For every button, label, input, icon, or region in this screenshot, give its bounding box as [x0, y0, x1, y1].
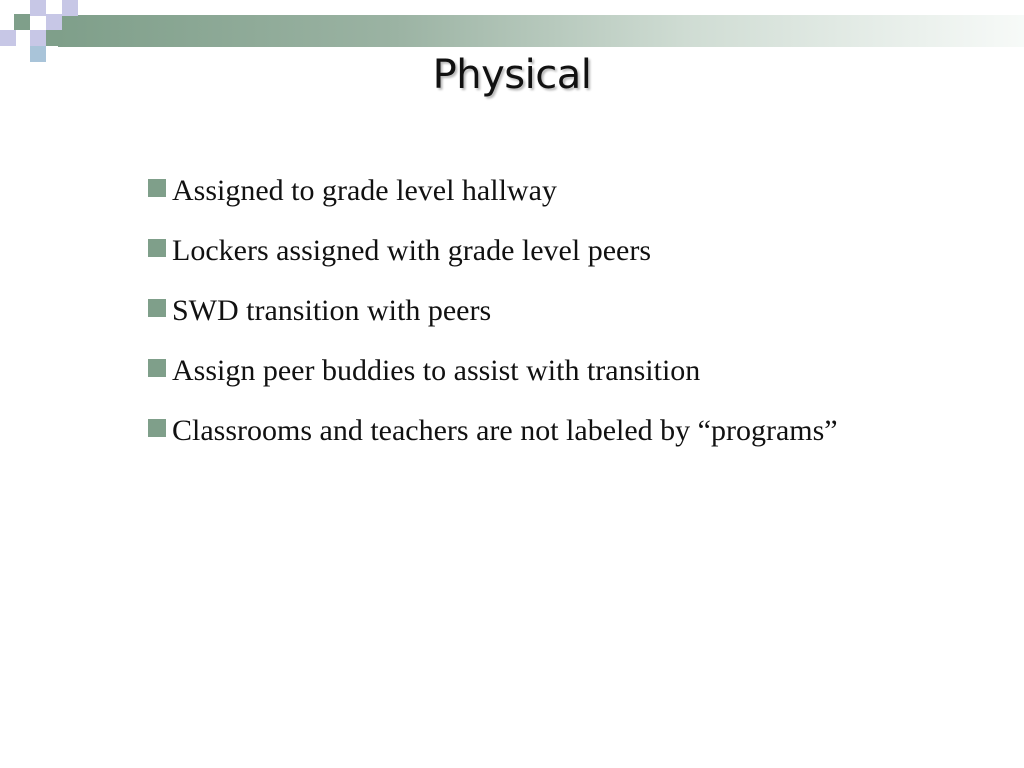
square-bullet-icon — [148, 239, 166, 257]
decorative-band — [58, 15, 1024, 47]
bullet-item — [148, 166, 848, 216]
bullet-text: Lockers assigned with grade level peers — [172, 234, 651, 267]
square-dark — [46, 30, 62, 46]
bullet-text: Classrooms and teachers are not labeled by “programs” — [172, 414, 838, 447]
square-dark — [14, 14, 30, 30]
square-bullet-icon — [148, 419, 166, 437]
square-bullet-icon — [148, 179, 166, 197]
bullet-text: Assign peer buddies to assist with transition — [172, 354, 701, 387]
bullet-text: Assigned to grade level hallway — [172, 174, 557, 207]
square-bullet-icon — [148, 299, 166, 317]
slide-title: Physical — [432, 52, 592, 98]
square-light — [46, 14, 62, 30]
bullet-text: SWD transition with peers — [172, 294, 492, 327]
square-light — [30, 30, 46, 46]
square-bullet-icon — [148, 359, 166, 377]
square-light — [62, 0, 78, 16]
bullet-list — [148, 166, 848, 466]
bullet-item — [148, 346, 848, 396]
bullet-item — [148, 226, 848, 276]
square-light — [30, 0, 46, 16]
bullet-item — [148, 286, 848, 336]
bullet-item — [148, 406, 848, 456]
square-light — [0, 30, 16, 46]
